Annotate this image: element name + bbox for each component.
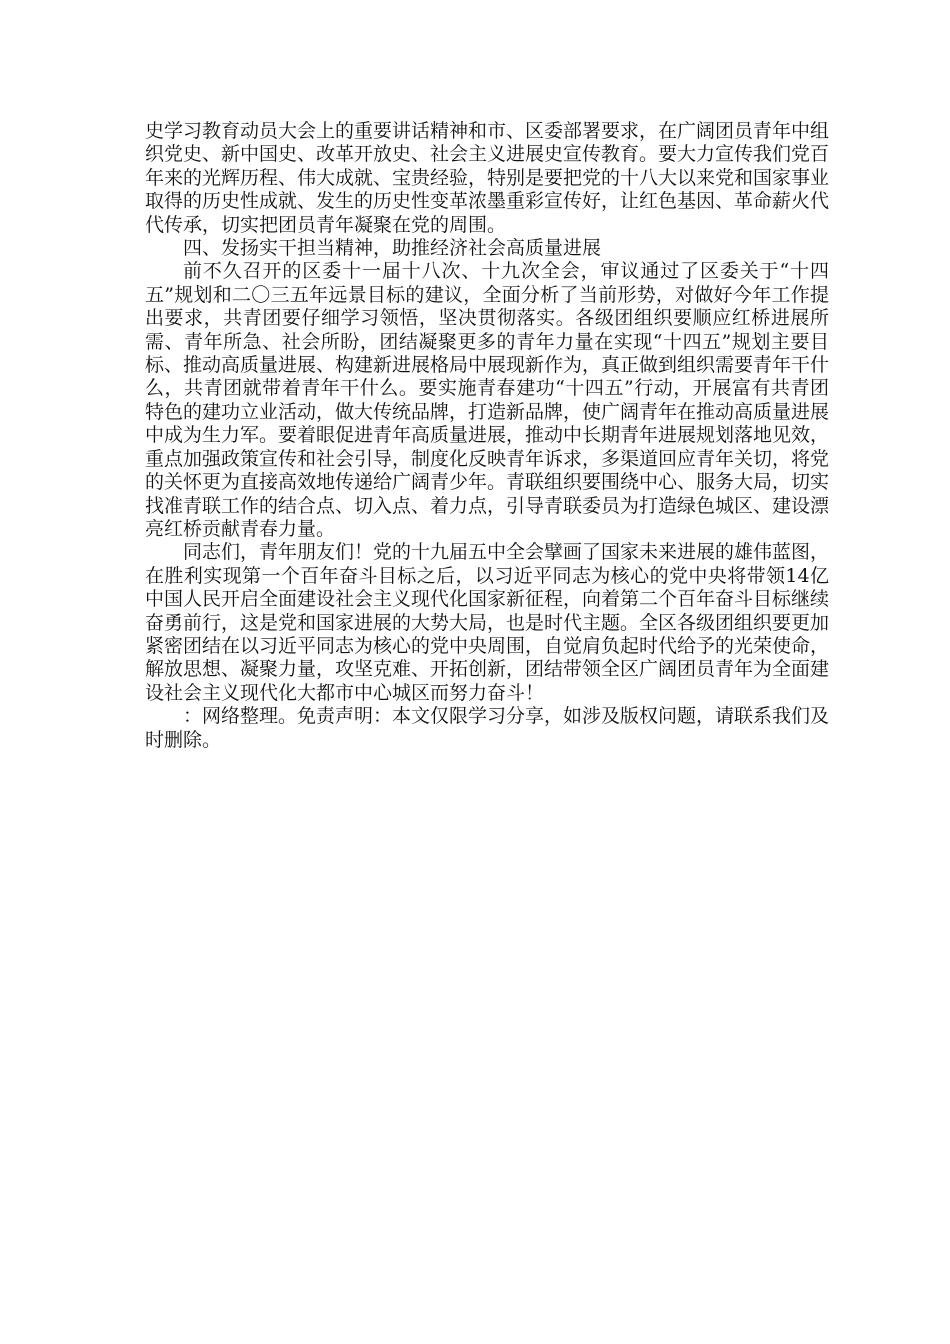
paragraph-closing: 同志们，青年朋友们！党的十九届五中全会擘画了国家未来进展的雄伟蓝图，在胜利实现第一个百年奋斗目标之后，以习近平同志为核心的党中央将带领14亿中国人民开启全面建设社会主义现代化国家新征程，向着第二个百年奋斗目标继续奋勇前行，这是党和国家进展的大势大局，也是时代主题。全区各级团组织要更加紧密团结在以习近平同志为核心的党中央周围，自觉肩负起时代给予的光荣使命，解放思想、凝聚力量，攻坚克难、开拓创新，团结带领全区广阔团员青年为全面建设社会主义现代化大都市中心城区而努力奋斗！: [145, 541, 830, 704]
section-heading: 四、发扬实干担当精神，助推经济社会高质量进展: [183, 237, 602, 260]
paragraph-development: 前不久召开的区委十一届十八次、十九次全会，审议通过了区委关于“十四五”规划和二〇三五年远景目标的建议，全面分析了当前形势，对做好今年工作提出要求，共青团要仔细学习领悟，坚决贯彻落实。各级团组织要顺应红桥进展所需、青年所急、社会所盼，团结凝聚更多的青年力量在实现“十四五”规划主要目标、推动高质量进展、构建新进展格局中展现新作为，真正做到组织需要青年干什么，共青团就带着青年干什么。要实施青春建功“十四五”行动，开展富有共青团特色的建功立业活动，做大传统品牌，打造新品牌，使广阔青年在推动高质量进展中成为生力军。要着眼促进青年高质量进展，推动中长期青年进展规划落地见效，重点加强政策宣传和社会引导，制度化反映青年诉求，多渠道回应青年关切，将党的关怀更为直接高效地传递给广阔青少年。青联组织要围绕中心、服务大局，切实找准青联工作的结合点、切入点、着力点，引导青联委员为打造绿色城区、建设漂亮红桥贡献青春力量。: [145, 260, 830, 540]
paragraph-continuation: 史学习教育动员大会上的重要讲话精神和市、区委部署要求，在广阔团员青年中组织党史、新中国史、改革开放史、社会主义进展史宣传教育。要大力宣传我们党百年来的光辉历程、伟大成就、宝贵经验，特别是要把党的十八大以来党和国家事业取得的历史性成就、发生的历史性变革浓墨重彩宣传好，让红色基因、革命薪火代代传承，切实把团员青年凝聚在党的周围。: [145, 120, 830, 236]
document-body: [145, 120, 829, 752]
disclaimer: ：网络整理。免责声明：本文仅限学习分享，如涉及版权问题，请联系我们及时删除。: [145, 705, 830, 751]
